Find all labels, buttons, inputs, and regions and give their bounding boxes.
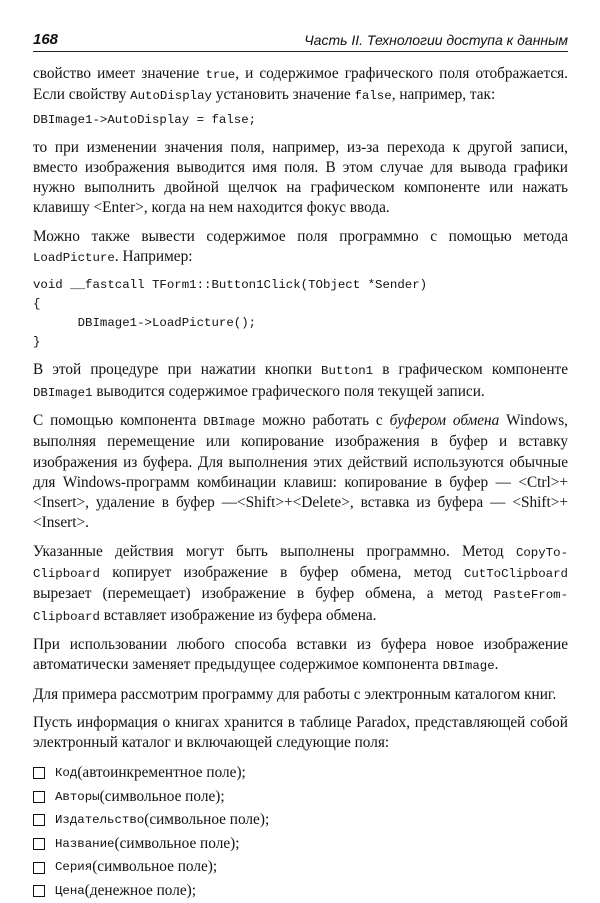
emphasis: буфером обмена bbox=[389, 411, 500, 429]
code-inline: DBImage bbox=[442, 659, 495, 674]
text: . Например: bbox=[114, 248, 193, 266]
page-body bbox=[33, 64, 568, 903]
field-name: Название bbox=[55, 836, 115, 851]
list-item bbox=[33, 809, 568, 833]
text: С помощью компонента bbox=[33, 411, 204, 429]
field-name: Авторы bbox=[55, 789, 100, 804]
text: Можно также вывести содержимое поля программно с помощью метода bbox=[33, 227, 568, 245]
code-inline: DBImage1 bbox=[33, 385, 93, 400]
paragraph-3 bbox=[33, 227, 568, 269]
paragraph-9: Пусть информация о книгах хранится в таблице Paradox, представляющей собой электронный каталог и включающей следующие поля: bbox=[33, 713, 568, 752]
text: . bbox=[494, 656, 499, 674]
code-line: { bbox=[33, 297, 41, 312]
code-inline: CopyToClipboard bbox=[33, 545, 568, 582]
field-desc: (символьное поле); bbox=[114, 834, 240, 852]
code-inline: CutToClipboard bbox=[463, 567, 568, 582]
text: вставляет изображение из буфера обмена. bbox=[99, 606, 377, 624]
field-name: Код bbox=[55, 766, 78, 781]
field-name: Издательство bbox=[55, 813, 145, 828]
page-number: 168 bbox=[33, 31, 59, 48]
checkbox-square-icon bbox=[33, 862, 45, 874]
checkbox-square-icon bbox=[33, 767, 45, 779]
field-list bbox=[33, 761, 568, 903]
paragraph-5 bbox=[33, 411, 568, 534]
field-desc: (символьное поле); bbox=[92, 858, 218, 876]
text: вырезает (перемещает) изображение в буфер обмена, а метод bbox=[33, 585, 494, 603]
text: В этой процедуре при нажатии кнопки bbox=[33, 361, 322, 379]
checkbox-square-icon bbox=[33, 838, 45, 850]
field-desc: (автоинкрементное поле); bbox=[77, 764, 246, 782]
paragraph-7 bbox=[33, 635, 568, 677]
text: можно работать с bbox=[255, 411, 390, 429]
text: Указанные действия могут быть выполнены программно. Метод bbox=[33, 542, 516, 560]
text: копирует изображение в буфер обмена, метод bbox=[99, 564, 464, 582]
list-item bbox=[33, 785, 568, 809]
paragraph-8: Для примера рассмотрим программу для работы с электронным каталогом книг. bbox=[33, 685, 557, 703]
running-title: Часть II. Технологии доступа к данным bbox=[304, 32, 568, 48]
text: Windows, выполняя перемещение или копирование изображения в буфер и вставку изображения из буфера. Для выполнения этих действий используются обычные для Windows-программ комбинации клавиш: копирование в буфер — <Ctrl>+<Insert>, удаление в буфер —<Shift>+<Delete>, вставка из буфера — <Shift>+<Insert>. bbox=[33, 411, 568, 532]
code-line: DBImage1->LoadPicture(); bbox=[33, 316, 257, 331]
paragraph-1 bbox=[33, 64, 568, 107]
field-desc: (символьное поле); bbox=[144, 811, 270, 829]
list-item bbox=[33, 761, 568, 785]
field-desc: (символьное поле); bbox=[99, 787, 225, 805]
paragraph-4 bbox=[33, 360, 568, 403]
code-line: void __fastcall TForm1::Button1Click(TObject *Sender) bbox=[33, 278, 428, 293]
code-line: } bbox=[33, 335, 41, 350]
code-inline: DBImage bbox=[203, 414, 256, 429]
text: установить значение bbox=[211, 86, 355, 104]
field-name: Цена bbox=[55, 884, 85, 899]
checkbox-square-icon bbox=[33, 885, 45, 897]
text: , например, так: bbox=[391, 86, 496, 104]
paragraph-6 bbox=[33, 542, 568, 627]
code-block-1: DBImage1->AutoDisplay = false; bbox=[33, 112, 257, 127]
field-desc: (денежное поле); bbox=[84, 882, 196, 900]
code-inline: AutoDisplay bbox=[130, 89, 212, 104]
code-inline: Button1 bbox=[321, 364, 374, 379]
checkbox-square-icon bbox=[33, 791, 45, 803]
code-inline: LoadPicture bbox=[33, 251, 115, 266]
list-item bbox=[33, 832, 568, 856]
text: в графическом компоненте bbox=[373, 361, 568, 379]
text: При использовании любого способа вставки из буфера новое изображение автоматически заменяет предыдущее содержимое компонента bbox=[33, 635, 568, 674]
code-inline: true bbox=[205, 68, 236, 82]
list-item bbox=[33, 856, 568, 880]
code-inline: PasteFromClipboard bbox=[33, 588, 568, 624]
book-page bbox=[33, 30, 568, 903]
list-item bbox=[33, 879, 568, 903]
text: , и содержимое графического поля отображается. Если свойству bbox=[33, 65, 568, 104]
field-name: Серия bbox=[55, 860, 93, 875]
code-inline: false bbox=[354, 89, 392, 104]
page-header bbox=[33, 30, 568, 52]
code-block-2 bbox=[33, 276, 568, 352]
paragraph-2: то при изменении значения поля, например, из-за перехода к другой записи, вместо изображения выводится имя поля. В этом случае для вывода графики нужно выполнить двойной щелчок на графическом компоненте или нажать клавишу <Enter>, когда на нем находится фокус ввода. bbox=[33, 138, 568, 217]
checkbox-square-icon bbox=[33, 814, 45, 826]
text: выводится содержимое графического поля текущей записи. bbox=[92, 382, 485, 400]
text: свойство имеет значение bbox=[33, 65, 206, 82]
